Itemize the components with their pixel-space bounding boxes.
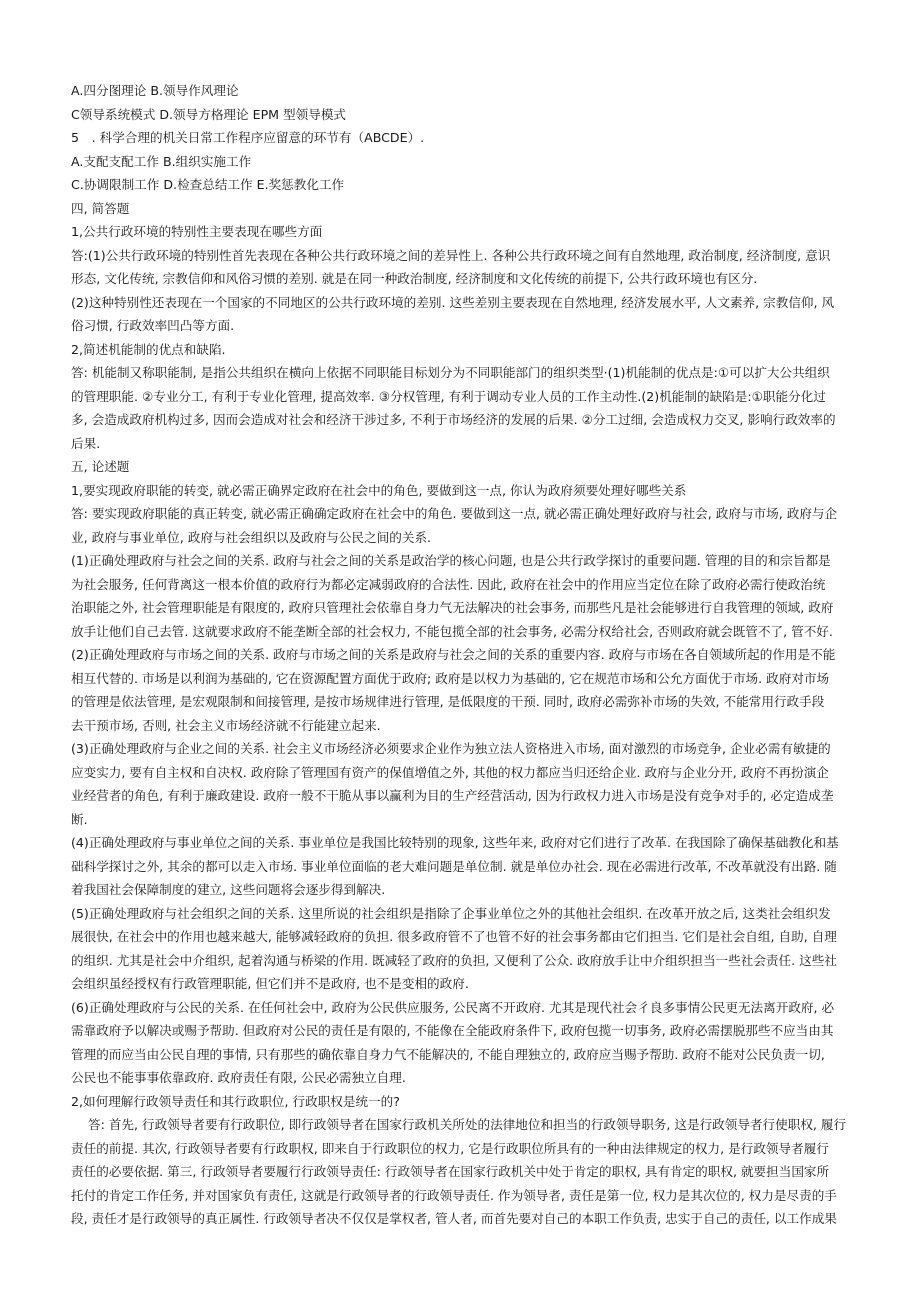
question-line: 1,要实现政府职能的转变, 就必需正确界定政府在社会中的角色, 要做到这一点, 你认为政府须要处理好哪些关系 xyxy=(71,482,687,498)
text-line: (2)正确处理政府与市场之间的关系. 政府与市场之间的关系是政府与社会之间的关系的重要内容. 政府与市场在各自领域所起的作用是不能 xyxy=(71,647,836,662)
text-line: 的组织. 尤其是社会中介组织, 起着沟通与桥梁的作用. 既减轻了政府的负担, 又便利了公众. 政府放手让中介组织担当一些社会责任. 这些社 xyxy=(71,952,837,968)
question-line: 答: 首先, 行政领导者要有行政职位, 即行政领导者在国家行政机关所处的法律地位和担当的行政领导职务, 这是行政领导者行使职权, 履行 xyxy=(88,1117,847,1132)
text-line: 治职能之外, 社会管理职能是有限度的, 政府只管理社会依靠自身力气无法解决的社会事务, 而那些凡是社会能够进行自我管理的领域, 政府 xyxy=(71,600,834,615)
text-line: A.支配支配工作 B.组织实施工作 xyxy=(71,153,252,169)
text-line: 应变实力, 要有自主权和自决权. 政府除了管理国有资产的保值增值之外, 其他的权力都应当归还给企业. 政府与企业分开, 政府不再扮演企 xyxy=(71,764,829,780)
text-line: (3)正确处理政府与企业之间的关系. 社会主义市场经济必须要求企业作为独立法人资格进入市场, 面对激烈的市场竞争, 企业必需有敏捷的 xyxy=(71,741,831,756)
text-line: 的管理职能. ②专业分工, 有利于专业化管理, 提高效率. ③分权管理, 有利于调动专业人员的工作主动性.(2)机能制的缺陷是:①职能分化过 xyxy=(71,388,826,404)
text-line: A.四分图理论 B.领导作风理论 xyxy=(71,83,239,98)
text-line: (6)正确处理政府与公民的关系. 在任何社会中, 政府为公民供应服务, 公民离不开政府. 尤其是现代社会彳良多事情公民更无法离开政府, 必 xyxy=(71,999,835,1015)
text-line: 答:(1)公共行政环境的特别性首先表现在各种公共行政环境之间的差异性上. 各种公共行政环境之间有自然地理, 政治制度, 经济制度, 意识 xyxy=(71,247,831,263)
text-line: (2)这种特别性还表现在一个国家的不同地区的公共行政环境的差别. 这些差别主要表现在自然地理, 经济发展水平, 人文素养, 宗教信仰, 风 xyxy=(71,294,835,310)
text-line: (1)正确处理政府与社会之间的关系. 政府与社会之间的关系是政治学的核心问题, 也是公共行政学探讨的重要问题. 管理的目的和宗旨都是 xyxy=(71,553,831,568)
text-line: 托付的肯定工作任务, 并对国家负有责任, 这就是行政领导者的行政领导责任. 作为领导者, 责任是第一位, 权力是其次位的, 权力是尽责的手 xyxy=(71,1187,837,1203)
text-line: 多, 会造成政府机构过多, 因而会造成对社会和经济干涉过多, 不利于市场经济的发展的后果. ②分工过细, 会造成权力交叉, 影响行政效率的 xyxy=(71,412,836,427)
text-line: (4)正确处理政府与事业单位之间的关系. 事业单位是我国比较特别的现象, 这些年来, 政府对它们进行了改革. 在我国除了确保基础教化和基 xyxy=(71,835,839,850)
text-line: 础科学探讨之外, 其余的都可以走入市场. 事业单位面临的老大难问题是单位制. 就是单位办社会. 现在必需进行改革, 不改革就没有出路. 随 xyxy=(71,858,837,874)
text-line: 形态, 文化传统, 宗教信仰和风俗习惯的差别. 就是在同一种政治制度, 经济制度和文化传统的前提下, 公共行政环境也有区分. xyxy=(71,271,758,286)
text-line: 为社会服务, 任何背离这一根本价值的政府行为都必定减弱政府的合法性. 因此, 政府在社会中的作用应当定位在除了政府必需行使政治统 xyxy=(71,576,826,592)
text-line: 需靠政府予以解决或赐予帮助. 但政府对公民的责任是有限的, 不能像在全能政府条件下, 政府包揽一切事务, 政府必需摆脱那些不应当由其 xyxy=(71,1023,834,1038)
text-line: 段, 责任才是行政领导的真正属性. 行政领导者决不仅仅是掌权者, 管人者, 而首先要对自己的本职工作负责, 忠实于自己的责任, 以工作成果 xyxy=(71,1211,837,1226)
question-line: 1,公共行政环境的特别性主要表现在哪些方面 xyxy=(71,224,323,239)
text-line: 的管理是依法管理, 是宏观限制和间接管理, 是按市场规律进行管理, 是低限度的干预. 同时, 政府必需弥补市场的失效, 不能常用行政手段 xyxy=(71,694,825,709)
text-line: 责任的必要依据. 第三, 行政领导者要履行行政领导责任: 行政领导者在国家行政机关中处于肯定的职权, 具有肯定的职权, 就要担当国家所 xyxy=(71,1164,830,1179)
text-line: 5 . 科学合理的机关日常工作程序应留意的环节有（ABCDE）. xyxy=(71,130,425,145)
text-line: 答: 要实现政府职能的真正转变, 就必需正确确定政府在社会中的角色. 要做到这一点, 就必需正确处理好政府与社会, 政府与市场, 政府与企 xyxy=(71,506,838,521)
text-line xyxy=(71,1231,880,1255)
section-heading: 四, 简答题 xyxy=(71,200,130,216)
section-heading: 五, 论述题 xyxy=(71,459,130,474)
text-line: C.协调限制工作 D.检查总结工作 E.奖惩教化工作 xyxy=(71,177,345,192)
text-line: 去干预市场, 否则, 社会主义市场经济就不行能建立起来. xyxy=(71,717,381,733)
text-line: 业经营者的角色, 有利于廉政建设. 政府一般不干脆从事以赢利为目的生产经营活动, 因为行政权力进入市场是没有竞争对手的, 必定造成垄 xyxy=(71,788,834,803)
text-line: 2,如何理解行政领导责任和其行政职位, 行政职权是统一的? xyxy=(71,1093,400,1109)
text-line: 业, 政府与事业单位, 政府与社会组织以及政府与公民之间的关系. xyxy=(71,529,432,545)
text-line: 答: 机能制又称职能制, 是指公共组织在横向上依据不同职能目标划分为不同职能部门的组织类型·(1)机能制的优点是:①可以扩大公共组织 xyxy=(71,365,830,380)
text-line: C领导系统模式 D.领导方格理论 EPM 型领导模式 xyxy=(71,106,347,122)
text-line: 展很快, 在社会中的作用也越来越大, 能够减轻政府的负担. 很多政府管不了也管不好的社会事务都由它们担当. 它们是社会自组, 自助, 自理 xyxy=(71,929,837,944)
text-line: (5)正确处理政府与社会组织之间的关系. 这里所说的社会组织是指除了企事业单位之外的其他社会组织. 在改革开放之后, 这类社会组织发 xyxy=(71,905,831,921)
question-line: 2,简述机能制的优点和缺陷. xyxy=(71,341,226,357)
text-line: 放手让他们自己去管. 这就要求政府不能垄断全部的社会权力, 不能包揽全部的社会事务, 必需分权给社会, 否则政府就会既管不了, 管不好. xyxy=(71,623,833,639)
text-line: 俗习惯, 行政效率凹凸等方面. xyxy=(71,318,235,333)
text-line: 着我国社会保障制度的建立, 这些问题将会逐步得到解决. xyxy=(71,882,386,897)
text-line: 会组织虽经授权有行政管理职能, 但它们并不是政府, 也不是变相的政府. xyxy=(71,976,469,991)
text-line: 断. xyxy=(71,811,88,827)
text-line: 相互代替的. 市场是以利润为基础的, 它在资源配置方面优于政府; 政府是以权力为基础的, 它在规范市场和公允方面优于市场. 政府对市场 xyxy=(71,670,830,686)
text-line: 后果. xyxy=(71,435,101,451)
text-line: 管理的而应当由公民自理的事情, 只有那些的确依靠自身力气不能解决的, 不能自理独立的, 政府应当赐予帮助. 政府不能对公民负责一切, xyxy=(71,1046,825,1062)
text-line: 公民也不能事事依靠政府. 政府责任有限, 公民必需独立自理. xyxy=(71,1070,406,1085)
text-line: 责任的前提. 其次, 行政领导者要有行政职权, 即来自于行政职位的权力, 它是行政职位所具有的一种由法律规定的权力, 是行政领导者履行 xyxy=(71,1140,829,1156)
